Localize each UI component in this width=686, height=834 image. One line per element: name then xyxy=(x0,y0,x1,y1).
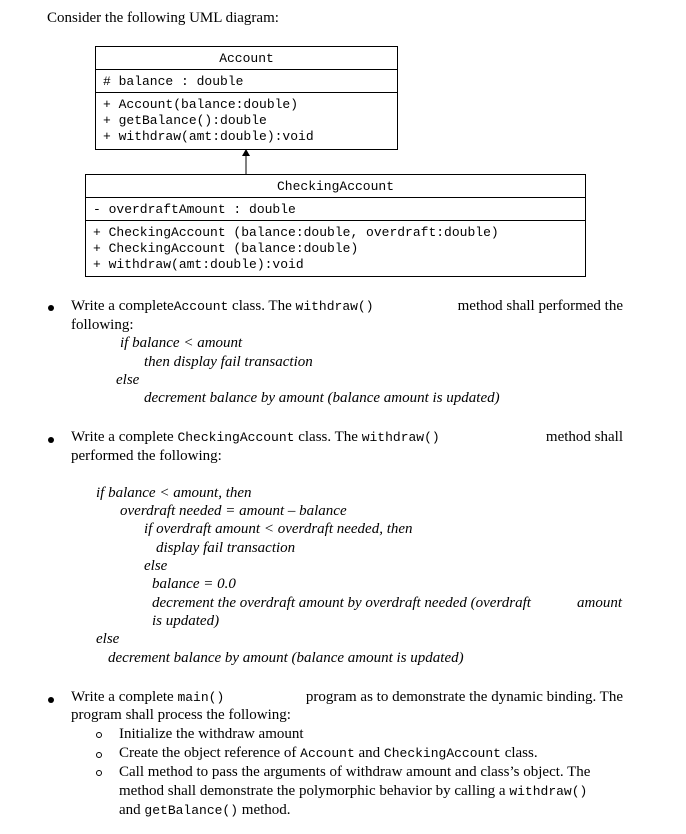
task2-code: CheckingAccount xyxy=(177,430,295,445)
checking-attribute: - overdraftAmount : double xyxy=(93,202,296,217)
task1-text: Write a complete xyxy=(71,298,174,314)
account-attribute: # balance : double xyxy=(103,74,244,89)
bullet-icon xyxy=(48,305,54,311)
task2-pseudocode: amount xyxy=(577,595,622,611)
task2-pseudocode: display fail transaction xyxy=(156,540,296,556)
task2-text: method shall xyxy=(542,429,623,445)
account-method: + Account(balance:double) xyxy=(103,97,299,112)
task3-subitem: and getBalance() method. xyxy=(119,802,291,818)
inheritance-arrow xyxy=(238,149,254,175)
task3-text: program as to demonstrate the dynamic binding. The xyxy=(302,689,623,705)
task2-code: withdraw() xyxy=(361,430,440,445)
task2-pseudocode: if overdraft amount < overdraft needed, then xyxy=(144,521,413,537)
task1-text: method shall performed the xyxy=(453,298,623,314)
task3-line1 xyxy=(71,689,623,706)
account-method: + getBalance():double xyxy=(103,113,267,128)
checking-class-name: CheckingAccount xyxy=(276,179,395,194)
circle-bullet-icon xyxy=(96,752,102,758)
task1-text: class. The xyxy=(228,298,296,314)
task3-subitem: Call method to pass the arguments of withdraw amount and class’s object. The xyxy=(119,764,591,780)
task1-pseudocode: then display fail transaction xyxy=(144,354,313,370)
task1-pseudocode: if balance < amount xyxy=(120,335,243,351)
task1-line1 xyxy=(71,298,623,315)
account-method: + withdraw(amt:double):void xyxy=(103,129,314,144)
task3-subitem: Create the object reference of Account and CheckingAccount class. xyxy=(119,745,538,761)
task1-pseudocode: decrement balance by amount (balance amount is updated) xyxy=(144,390,500,406)
bullet-icon xyxy=(48,697,54,703)
task1-pseudocode: else xyxy=(116,372,140,388)
checking-method: + CheckingAccount (balance:double, overdraft:double) xyxy=(93,225,499,240)
bullet-icon xyxy=(48,437,54,443)
checking-method: + CheckingAccount (balance:double) xyxy=(93,241,359,256)
task2-pseudocode: overdraft needed = amount – balance xyxy=(120,503,347,519)
task2-text: Write a complete xyxy=(71,429,178,445)
circle-bullet-icon xyxy=(96,732,102,738)
task2-pseudocode: decrement the overdraft amount by overdraft needed (overdraft xyxy=(152,595,531,611)
task2-pseudocode: else xyxy=(96,631,120,647)
task2-pseudocode: if balance < amount, then xyxy=(96,485,252,501)
account-class-name: Account xyxy=(219,51,274,66)
task3-subitem: method shall demonstrate the polymorphic behavior by calling a withdraw() xyxy=(119,783,588,799)
task2-line2: performed the following: xyxy=(71,448,222,464)
task2-pseudocode: else xyxy=(144,558,168,574)
checking-class-box xyxy=(85,174,586,277)
circle-bullet-icon xyxy=(96,770,102,776)
task2-pseudocode: balance = 0.0 xyxy=(152,576,236,592)
account-class-box xyxy=(95,46,398,150)
task3-line2: program shall process the following: xyxy=(71,707,291,723)
checking-method: + withdraw(amt:double):void xyxy=(93,257,304,272)
task1-line2: following: xyxy=(71,317,134,333)
task2-text: class. The xyxy=(294,429,362,445)
task2-pseudocode: is updated) xyxy=(152,613,220,629)
task3-subitem: Initialize the withdraw amount xyxy=(119,726,304,742)
intro-text: Consider the following UML diagram: xyxy=(47,10,279,26)
task3-code: main() xyxy=(177,690,225,705)
task1-code: Account xyxy=(173,299,229,314)
task2-line1 xyxy=(71,429,623,446)
task1-code: withdraw() xyxy=(295,299,374,314)
task3-text: Write a complete xyxy=(71,689,178,705)
task2-pseudocode: decrement balance by amount (balance amount is updated) xyxy=(108,650,464,666)
